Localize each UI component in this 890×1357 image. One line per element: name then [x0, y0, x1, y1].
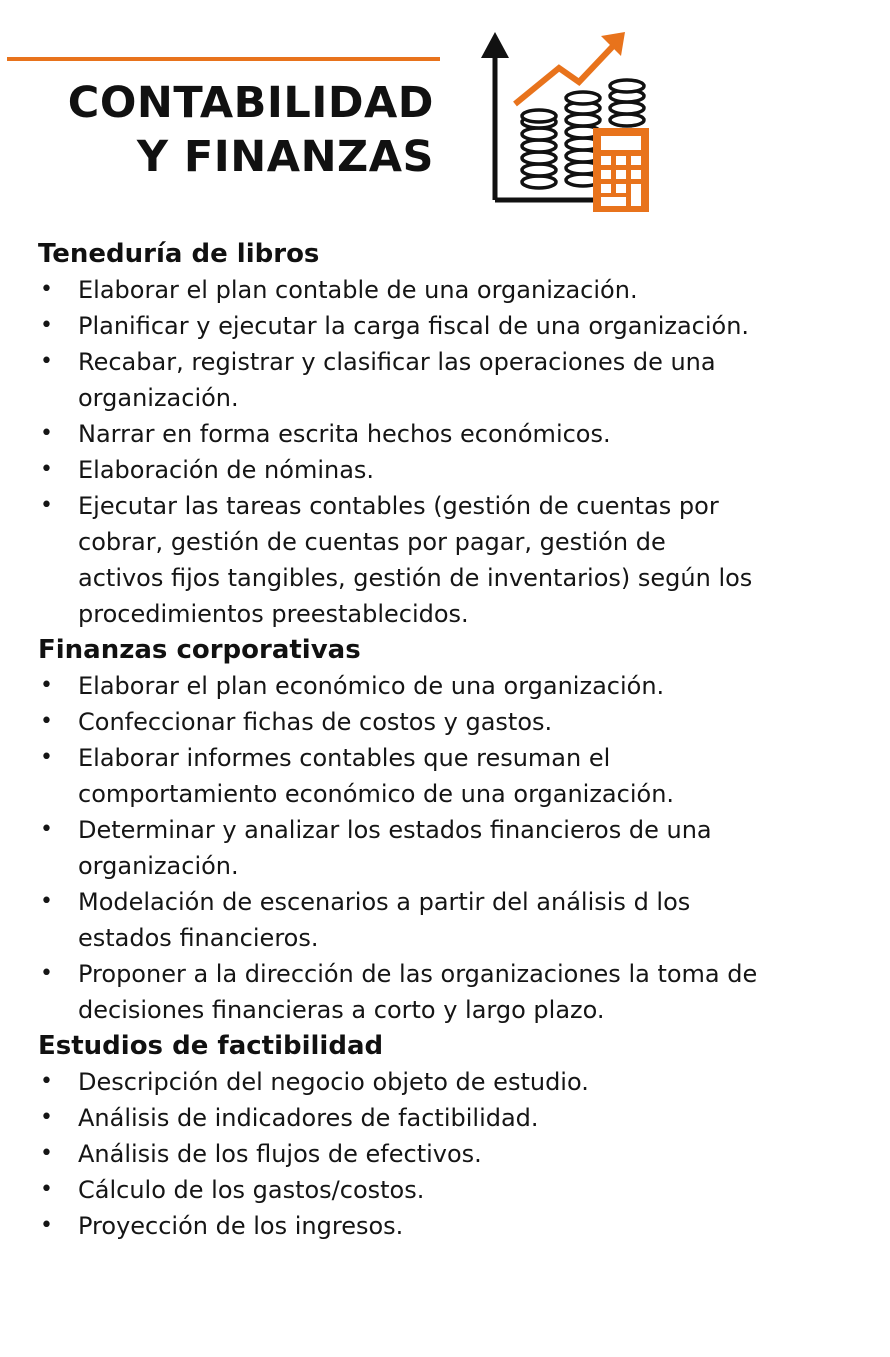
list-item: • Cálculo de los gastos/costos. [38, 1172, 758, 1208]
item-list [38, 668, 758, 1028]
list-item: • Recabar, registrar y clasificar las operaciones de una organización. [38, 344, 758, 416]
section-finanzas [38, 632, 758, 1028]
list-item: • Análisis de los flujos de efectivos. [38, 1136, 758, 1172]
list-item: • Confeccionar fichas de costos y gastos. [38, 704, 758, 740]
section-heading: Finanzas corporativas [38, 635, 361, 665]
list-item: • Narrar en forma escrita hechos económicos. [38, 416, 758, 452]
page-title [68, 76, 434, 184]
list-item: • Descripción del negocio objeto de estudio. [38, 1064, 758, 1100]
list-item: • Elaborar informes contables que resuman el comportamiento económico de una organización. [38, 740, 758, 812]
list-item: • Proyección de los ingresos. [38, 1208, 758, 1244]
section-heading: Teneduría de libros [38, 239, 320, 269]
section-teneduria [38, 236, 758, 632]
list-item: • Elaborar el plan contable de una organización. [38, 272, 758, 308]
list-item: • Planificar y ejecutar la carga fiscal de una organización. [38, 308, 758, 344]
title-line-2: Y FINANZAS [136, 132, 434, 182]
list-item: • Ejecutar las tareas contables (gestión de cuentas por cobrar, gestión de cuentas por pagar, gestión de activos fijos tangibles, gestión de inventarios) según los procedimientos preestablecidos. [38, 488, 758, 632]
list-item: • Elaboración de nóminas. [38, 452, 758, 488]
content [38, 236, 758, 1244]
list-item: • Análisis de indicadores de factibilidad. [38, 1100, 758, 1136]
list-item: • Proponer a la dirección de las organizaciones la toma de decisiones financieras a corto y largo plazo. [38, 956, 758, 1028]
accounting-growth-chart-icon [475, 28, 660, 218]
title-line-1: CONTABILIDAD [67, 78, 434, 128]
header-accent-line [7, 57, 440, 61]
section-factibilidad [38, 1028, 758, 1244]
item-list [38, 272, 758, 632]
item-list [38, 1064, 758, 1244]
list-item: • Determinar y analizar los estados financieros de una organización. [38, 812, 758, 884]
list-item: • Elaborar el plan económico de una organización. [38, 668, 758, 704]
section-heading: Estudios de factibilidad [38, 1031, 384, 1061]
list-item: • Modelación de escenarios a partir del análisis d los estados financieros. [38, 884, 758, 956]
